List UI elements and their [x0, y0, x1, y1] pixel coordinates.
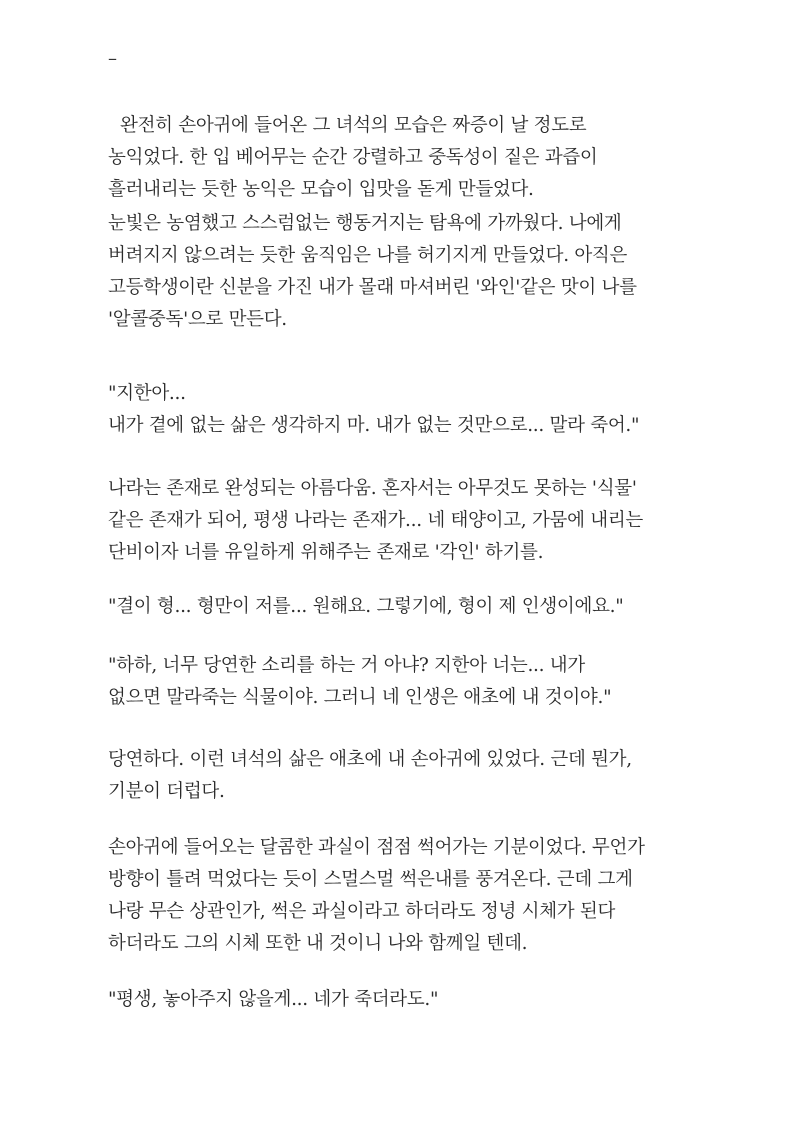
paragraph-line: 단비이자 너를 유일하게 위해주는 존재로 '각인' 하기를.: [108, 542, 544, 563]
paragraph-line: 없으면 말라죽는 식물이야. 그러니 네 인생은 애초에 내 것이야.": [108, 687, 612, 708]
paragraph-line: 나랑 무슨 상관인가, 썩은 과실이라고 하더라도 정녕 시체가 된다: [108, 901, 616, 922]
paragraph-line: 방향이 틀려 먹었다는 듯이 스멀스멀 썩은내를 풍겨온다. 근데 그게: [108, 869, 633, 890]
paragraph-2: [108, 208, 708, 336]
paragraph-line: "하하, 너무 당연한 소리를 하는 거 아냐? 지한아 너는... 내가: [108, 655, 585, 676]
paragraph-line: "지한아...: [108, 383, 186, 404]
paragraph-line: 같은 존재가 되어, 평생 나라는 존재가... 네 태양이고, 가뭄에 내리는: [108, 510, 643, 531]
paragraph-4: [108, 473, 708, 569]
section-separator: –: [108, 48, 117, 69]
paragraph-line: "결이 형... 형만이 저를... 원해요. 그렇기에, 형이 제 인생이에요.": [108, 596, 624, 617]
paragraph-line: 하더라도 그의 시체 또한 내 것이니 나와 함께일 텐데.: [108, 933, 528, 954]
paragraph-line: 고등학생이란 신분을 가진 내가 몰래 마셔버린 '와인'같은 맛이 나를: [108, 277, 637, 298]
paragraph-line: 내가 곁에 없는 삶은 생각하지 마. 내가 없는 것만으로... 말라 죽어.": [108, 415, 640, 436]
paragraph-line: '알콜중독'으로 만든다.: [108, 309, 287, 330]
paragraph-5: [108, 591, 708, 623]
paragraph-line: 버려지지 않으려는 듯한 움직임은 나를 허기지게 만들었다. 아직은: [108, 245, 628, 266]
paragraph-8: [108, 832, 708, 960]
paragraph-3: [108, 378, 708, 442]
paragraph-line: 흘러내리는 듯한 농익은 모습이 입맛을 돋게 만들었다.: [108, 179, 534, 200]
paragraph-line: "평생, 놓아주지 않을게... 네가 죽더라도.": [108, 989, 439, 1010]
paragraph-line: 완전히 손아귀에 들어온 그 녀석의 모습은 짜증이 날 정도로: [120, 115, 587, 136]
paragraph-line: 기분이 더럽다.: [108, 781, 225, 802]
paragraph-line: 농익었다. 한 입 베어무는 순간 강렬하고 중독성이 짙은 과즙이: [108, 147, 598, 168]
paragraph-line: 손아귀에 들어오는 달콤한 과실이 점점 썩어가는 기분이었다. 무언가: [108, 837, 645, 858]
paragraph-1: [108, 110, 708, 206]
paragraph-9: [108, 984, 708, 1016]
paragraph-6: [108, 650, 708, 714]
paragraph-7: [108, 744, 708, 808]
paragraph-line: 당연하다. 이런 녀석의 삶은 애초에 내 손아귀에 있었다. 근데 뭔가,: [108, 749, 632, 770]
paragraph-line: 눈빛은 농염했고 스스럼없는 행동거지는 탐욕에 가까웠다. 나에게: [108, 213, 622, 234]
paragraph-line: 나라는 존재로 완성되는 아름다움. 혼자서는 아무것도 못하는 '식물': [108, 478, 637, 499]
